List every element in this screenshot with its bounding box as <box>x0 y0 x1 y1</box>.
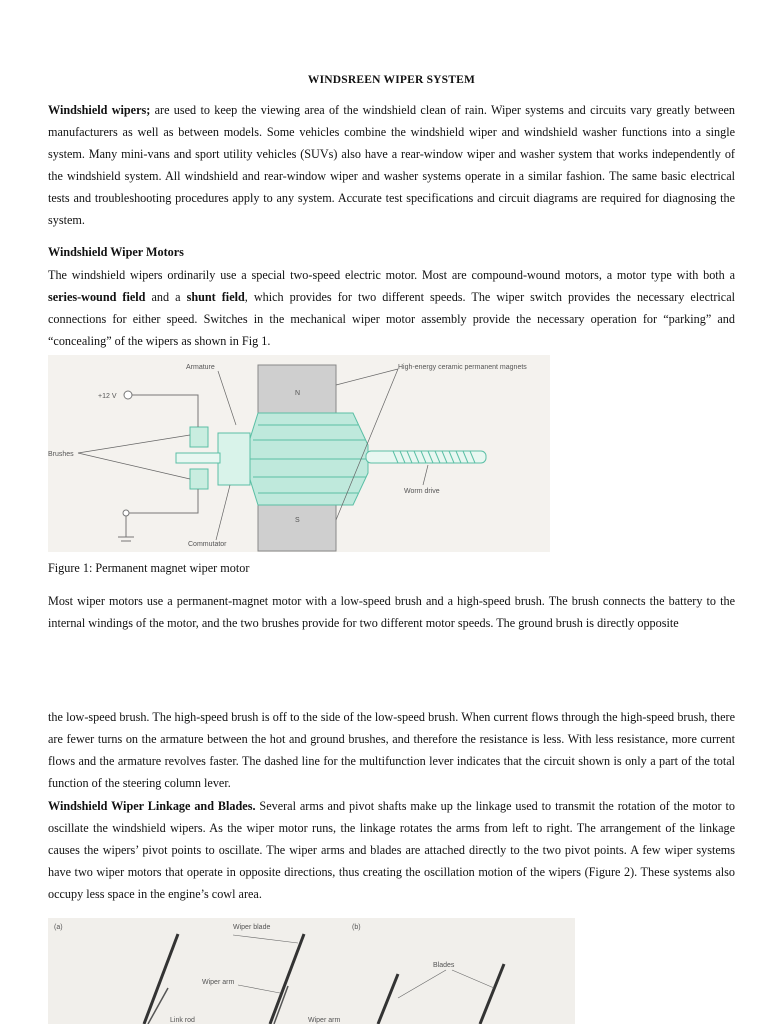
linkage-paragraph <box>48 795 735 905</box>
brush-speed-paragraph: the low-speed brush. The high-speed brush is off to the side of the low-speed brush. When current flows through the high-speed brush, there are fewer turns on the armature between the hot and ground brushes, and therefore the resistance is less. With less resistance, more current flows and the armature revolves faster. The dashed line for the multifunction lever indicates that the circuit shown is only a part of the total function of the steering column lever. <box>48 710 735 790</box>
figure-2-linkage-diagram <box>48 918 575 1024</box>
motors-heading: Windshield Wiper Motors <box>48 245 184 259</box>
linkage-illustration <box>48 918 575 1024</box>
label-wiper-arm: Wiper arm <box>202 979 235 986</box>
wiper-blade-right <box>270 934 304 1024</box>
series-wound-field-term: series-wound field <box>48 290 146 304</box>
ground-wire <box>126 489 198 537</box>
power-terminal <box>124 391 132 399</box>
magnet-south <box>258 505 336 551</box>
shunt-field-term: shunt field <box>186 290 245 304</box>
label-a: (a) <box>54 924 63 931</box>
motors-text-2: and a <box>145 290 187 304</box>
label-worm-drive: Worm drive <box>404 488 440 495</box>
intro-paragraph <box>48 99 735 231</box>
motors-text-1: The windshield wipers ordinarily use a special two-speed electric motor. Most are compound-wound motors, a motor type with both a <box>48 268 735 282</box>
motors-text-3: , which provides for two different speeds. The wiper switch provides the necessary electrical connections for either speed. Switches in the mechanical wiper motor assembly provide the necessary operation for “parking” and “concealing” of the wipers as shown in Fig 1. <box>48 290 736 348</box>
power-wire <box>132 395 198 427</box>
intro-text: are used to keep the viewing area of the windshield clean of rain. Wiper systems and circuits vary greatly between manufacturers as well as between models. Some vehicles combine the windshield wiper and windshield washer functions into a single system. Many mini-vans and sport utility vehicles (SUVs) also have a rear-window wiper and washer system that works independently of the windshield system. All windshield and rear-window wiper and washer systems operate in a similar fashion. The same basic electrical tests and troubleshooting procedures apply to any system. Accurate test specifications and circuit diagrams are required for diagnosing the system. <box>48 103 735 227</box>
label-commutator: Commutator <box>188 541 227 548</box>
label-wiper-blade: Wiper blade <box>233 924 271 931</box>
brush-upper <box>190 427 208 447</box>
motor-illustration <box>48 355 550 552</box>
wiper-blade-b-right <box>480 964 504 1024</box>
label-blades: Blades <box>433 962 455 969</box>
label-magnets: High-energy ceramic permanent magnets <box>398 364 527 371</box>
motors-paragraph <box>48 264 735 352</box>
linkage-bold-lead: Windshield Wiper Linkage and Blades. <box>48 799 256 813</box>
wiper-blade-left <box>144 934 178 1024</box>
worm-drive-shaft <box>366 451 486 463</box>
label-brushes: Brushes <box>48 451 74 458</box>
label-wiper-arm-2: Wiper arm <box>308 1017 341 1024</box>
label-voltage: +12 V <box>98 393 117 400</box>
label-armature: Armature <box>186 364 215 371</box>
commutator <box>218 433 250 485</box>
wiper-blade-b-left <box>378 974 398 1024</box>
intro-bold-lead: Windshield wipers; <box>48 103 151 117</box>
permanent-magnet-paragraph: Most wiper motors use a permanent-magnet motor with a low-speed brush and a high-speed brush. The brush connects the battery to the internal windings of the motor, and the two brushes provide for two different motor speeds. The ground brush is directly opposite <box>48 594 735 630</box>
linkage-text: Several arms and pivot shafts make up the linkage used to transmit the rotation of the motor to oscillate the windshield wipers. As the wiper motor runs, the linkage rotates the arms from left to right. The arrangement of the linkage causes the wipers’ pivot points to oscillate. The wiper arms and blades are attached directly to the two pivot points. A few wiper systems have two wiper motors that operate in opposite directions, thus creating the oscillation motion of the wipers (Figure 2). These systems also occupy less space in the engine’s cowl area. <box>48 799 735 901</box>
figure-1-caption: Figure 1: Permanent magnet wiper motor <box>48 561 250 575</box>
label-s: S <box>295 517 300 524</box>
brush-lower <box>190 469 208 489</box>
label-link-rod: Link rod <box>170 1017 195 1024</box>
rear-shaft <box>176 453 220 463</box>
figure-1-motor-diagram <box>48 355 550 552</box>
label-b: (b) <box>352 924 361 931</box>
document-title: WINDSREEN WIPER SYSTEM <box>307 74 476 86</box>
label-n: N <box>295 390 301 397</box>
